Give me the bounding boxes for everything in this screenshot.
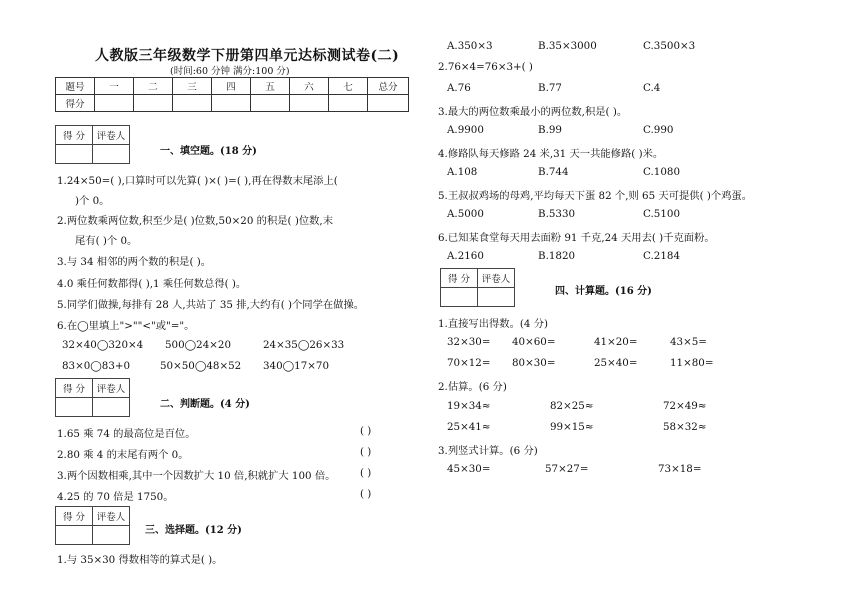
calc-part-1: 1.直接写出得数。(4 分) <box>438 318 549 330</box>
estimate-item: 25×41≈ <box>447 421 491 433</box>
compare-item: 500◯24×20 <box>165 339 232 351</box>
compare-item: 32×40◯320×4 <box>62 339 144 351</box>
section-3-heading: 三、选择题。(12 分) <box>145 525 242 536</box>
score-table-score-row <box>56 95 409 112</box>
judge-item: 1.65 乘 74 的最高位是百位。 <box>57 428 196 440</box>
score-cell: 题号 <box>56 78 95 95</box>
choice-option[interactable]: A.2160 <box>447 250 484 262</box>
grader-blank[interactable] <box>56 526 93 545</box>
calc-part-3: 3.列竖式计算。(6 分) <box>438 445 538 457</box>
grader-blank[interactable] <box>93 398 130 417</box>
calc-item: 25×40= <box>594 357 638 369</box>
compare-item: 50×50◯48×52 <box>160 360 242 372</box>
score-cell: 总分 <box>368 78 409 95</box>
choice-option[interactable]: A.9900 <box>447 124 484 136</box>
score-blank[interactable] <box>251 95 290 112</box>
estimate-item: 58×32≈ <box>663 421 707 433</box>
compare-item: 24×35◯26×33 <box>263 339 345 351</box>
choice-question-5: 5.王叔叔鸡场的母鸡,平均每天下蛋 82 个,则 65 天可提供( )个鸡蛋。 <box>438 190 753 202</box>
choice-option[interactable]: C.2184 <box>643 250 680 262</box>
choice-option[interactable]: A.5000 <box>447 208 484 220</box>
choice-option[interactable]: B.1820 <box>538 250 576 262</box>
choice-option[interactable]: A.76 <box>447 82 471 94</box>
choice-option[interactable]: C.1080 <box>643 166 680 178</box>
choice-question-4: 4.修路队每天修路 24 米,31 天一共能修路( )米。 <box>438 148 664 160</box>
question-1-5: 5.同学们做操,每排有 28 人,共站了 35 排,大约有( )个同学在做操。 <box>57 299 365 311</box>
judge-item: 4.25 的 70 倍是 1750。 <box>57 491 174 503</box>
page-title: 人教版三年级数学下册第四单元达标测试卷(二) <box>95 48 400 64</box>
judge-paren[interactable]: ( ) <box>360 488 372 500</box>
grader-score-label: 得 分 <box>56 126 93 145</box>
grader-score-label: 得 分 <box>56 379 93 398</box>
grader-label: 评卷人 <box>93 379 130 398</box>
judge-item: 2.80 乘 4 的末尾有两个 0。 <box>57 449 189 461</box>
calc-item: 80×30= <box>512 357 556 369</box>
question-1-4: 4.0 乘任何数都得( ),1 乘任何数总得( )。 <box>57 278 247 290</box>
score-cell: 六 <box>290 78 329 95</box>
choice-option[interactable]: B.99 <box>538 124 562 136</box>
choice-option[interactable]: A.350×3 <box>447 40 493 52</box>
choice-option[interactable]: B.77 <box>538 82 562 94</box>
estimate-item: 19×34≈ <box>447 400 491 412</box>
question-1-6: 6.在◯里填上">""<"或"="。 <box>57 320 195 332</box>
question-1-1-cont: )个 0。 <box>75 195 110 207</box>
score-blank[interactable] <box>212 95 251 112</box>
grader-box-1 <box>55 125 130 164</box>
calc-part-2: 2.估算。(6 分) <box>438 381 507 393</box>
score-cell: 一 <box>95 78 134 95</box>
score-blank[interactable] <box>329 95 368 112</box>
choice-option[interactable]: C.990 <box>643 124 674 136</box>
score-blank[interactable] <box>134 95 173 112</box>
choice-option[interactable]: C.3500×3 <box>643 40 696 52</box>
score-cell: 四 <box>212 78 251 95</box>
compare-item: 83×0◯83+0 <box>62 360 131 372</box>
score-table-header-row <box>56 78 409 95</box>
estimate-item: 99×15≈ <box>550 421 594 433</box>
choice-option[interactable]: A.108 <box>447 166 478 178</box>
grader-box-2 <box>55 378 130 417</box>
score-cell: 七 <box>329 78 368 95</box>
score-table <box>55 77 409 112</box>
choice-question-2: 2.76×4=76×3+( ) <box>438 61 533 73</box>
calc-item: 43×5= <box>670 336 707 348</box>
calc-item: 40×60= <box>512 336 556 348</box>
estimate-item: 82×25≈ <box>550 400 594 412</box>
section-4-heading: 四、计算题。(16 分) <box>555 286 652 297</box>
choice-question-1: 1.与 35×30 得数相等的算式是( )。 <box>57 554 223 566</box>
question-1-2-cont: 尾有( )个 0。 <box>75 235 138 247</box>
question-1-3: 3.与 34 相邻的两个数的积是( )。 <box>57 256 212 268</box>
vertical-calc-item: 45×30= <box>447 463 491 475</box>
vertical-calc-item: 57×27= <box>545 463 589 475</box>
grader-label: 评卷人 <box>93 126 130 145</box>
judge-paren[interactable]: ( ) <box>360 467 372 479</box>
estimate-item: 72×49≈ <box>663 400 707 412</box>
calc-item: 70×12= <box>447 357 491 369</box>
grader-box-4 <box>440 268 515 307</box>
score-cell: 五 <box>251 78 290 95</box>
score-blank[interactable] <box>95 95 134 112</box>
grader-label: 评卷人 <box>93 507 130 526</box>
grader-blank[interactable] <box>56 145 93 164</box>
compare-item: 340◯17×70 <box>263 360 330 372</box>
choice-option[interactable]: B.5330 <box>538 208 576 220</box>
score-blank[interactable] <box>290 95 329 112</box>
grader-score-label: 得 分 <box>56 507 93 526</box>
grader-blank[interactable] <box>93 145 130 164</box>
choice-option[interactable]: C.5100 <box>643 208 680 220</box>
grader-blank[interactable] <box>478 288 515 307</box>
calc-item: 32×30= <box>447 336 491 348</box>
grader-blank[interactable] <box>441 288 478 307</box>
vertical-calc-item: 73×18= <box>658 463 702 475</box>
score-cell: 二 <box>134 78 173 95</box>
grader-blank[interactable] <box>93 526 130 545</box>
section-2-heading: 二、判断题。(4 分) <box>160 399 250 410</box>
question-1-1: 1.24×50=( ),口算时可以先算( )×( )=( ),再在得数末尾添上( <box>57 175 338 187</box>
score-row-label: 得分 <box>56 95 95 112</box>
choice-question-6: 6.已知某食堂每天用去面粉 91 千克,24 天用去( )千克面粉。 <box>438 232 715 244</box>
calc-item: 11×80= <box>670 357 714 369</box>
score-cell: 三 <box>173 78 212 95</box>
question-1-2: 2.两位数乘两位数,积至少是( )位数,50×20 的积是( )位数,末 <box>57 215 334 227</box>
judge-paren[interactable]: ( ) <box>360 446 372 458</box>
choice-option[interactable]: C.4 <box>643 82 661 94</box>
score-blank[interactable] <box>173 95 212 112</box>
judge-paren[interactable]: ( ) <box>360 425 372 437</box>
choice-option[interactable]: B.35×3000 <box>538 40 597 52</box>
judge-item: 3.两个因数相乘,其中一个因数扩大 10 倍,积就扩大 100 倍。 <box>57 470 336 482</box>
calc-item: 41×20= <box>594 336 638 348</box>
grader-blank[interactable] <box>56 398 93 417</box>
grader-score-label: 得 分 <box>441 269 478 288</box>
grader-label: 评卷人 <box>478 269 515 288</box>
score-blank[interactable] <box>368 95 409 112</box>
choice-option[interactable]: B.744 <box>538 166 569 178</box>
page-subtitle: (时间:60 分钟 满分:100 分) <box>170 66 290 77</box>
choice-question-3: 3.最大的两位数乘最小的两位数,积是( )。 <box>438 106 628 118</box>
grader-box-3 <box>55 506 130 545</box>
section-1-heading: 一、填空题。(18 分) <box>160 146 257 157</box>
